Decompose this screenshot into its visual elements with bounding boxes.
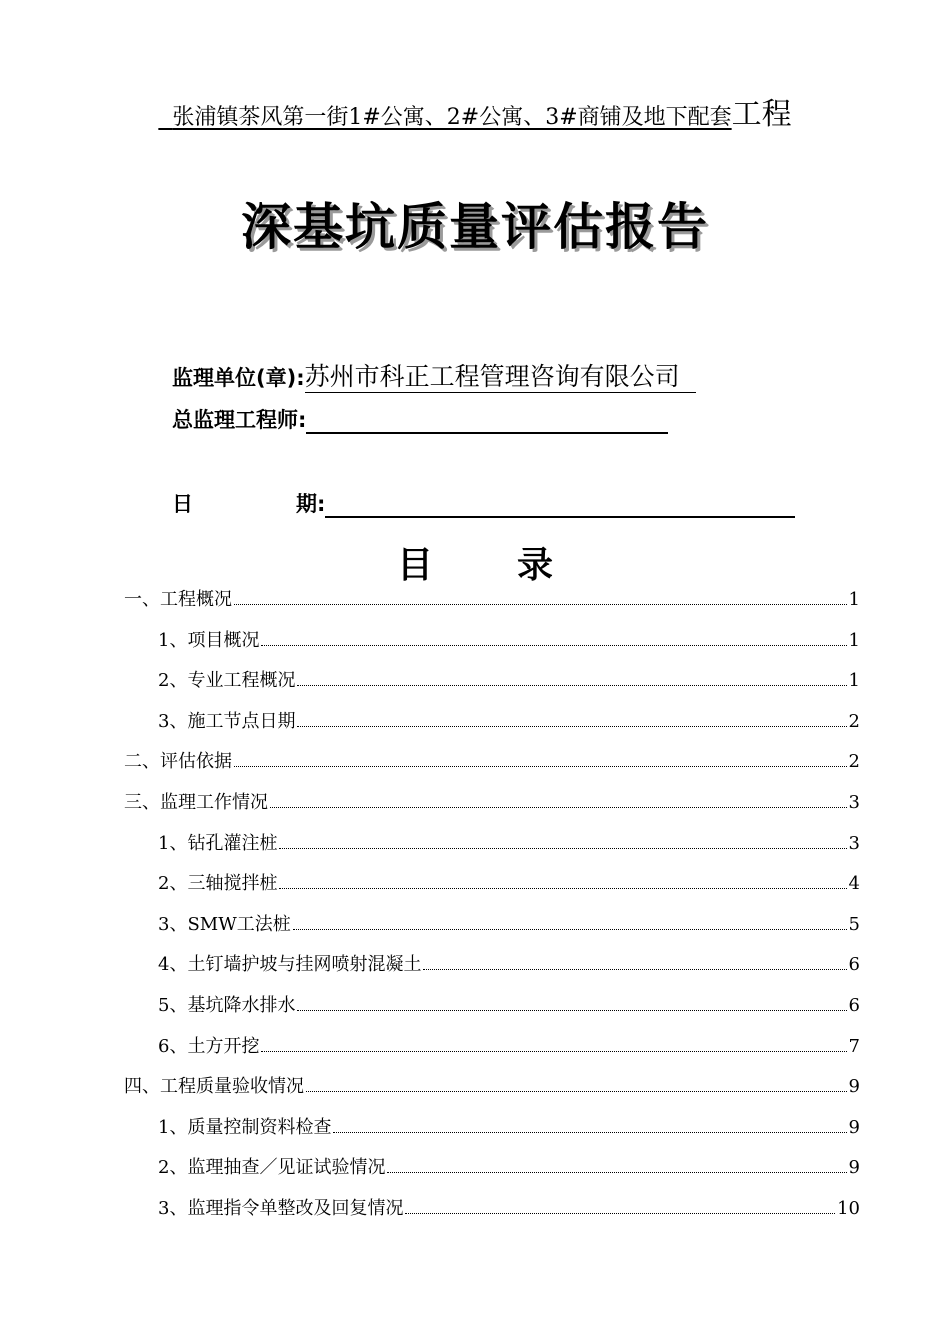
toc-entry-text: 4、土钉墙护坡与挂网喷射混凝土 bbox=[158, 954, 422, 976]
toc-entry-page: 1 bbox=[848, 670, 860, 692]
project-name-line bbox=[0, 96, 950, 137]
toc-leader-dots bbox=[234, 603, 847, 605]
toc-entry-text: 3、SMW工法桩 bbox=[158, 913, 291, 935]
toc-entry-page: 2 bbox=[848, 751, 860, 773]
toc-entry-text: 四、工程质量验收情况 bbox=[124, 1076, 304, 1098]
toc-entry[interactable] bbox=[124, 1189, 860, 1230]
toc-entry-page: 1 bbox=[848, 589, 860, 610]
toc-entry-text: 1、钻孔灌注桩 bbox=[158, 832, 278, 854]
chief-engineer-label: 总监理工程师: bbox=[172, 408, 307, 432]
toc-entry-page: 9 bbox=[848, 1116, 860, 1138]
toc-leader-dots bbox=[423, 968, 846, 970]
toc-entry-page: 7 bbox=[848, 1035, 860, 1057]
toc-entry-text: 2、三轴搅拌桩 bbox=[158, 873, 278, 895]
toc-entry[interactable] bbox=[124, 1027, 860, 1068]
toc-entry[interactable] bbox=[124, 742, 860, 783]
toc-leader-dots bbox=[261, 644, 846, 646]
date-label-char2: 期: bbox=[296, 492, 326, 516]
toc-entry-text: 二、评估依据 bbox=[124, 751, 232, 773]
supervisor-company: 苏州市科正工程管理咨询有限公司 bbox=[305, 362, 696, 393]
toc-title-char1: 目 bbox=[396, 545, 433, 586]
toc-entry-text: 1、质量控制资料检查 bbox=[158, 1116, 332, 1138]
toc-entry-text: 5、基坑降水排水 bbox=[158, 994, 296, 1016]
toc-entry-page: 5 bbox=[848, 913, 860, 935]
toc-leader-dots bbox=[261, 1050, 846, 1052]
toc-entry-text: 6、土方开挖 bbox=[158, 1035, 260, 1057]
toc-entry[interactable] bbox=[124, 824, 860, 865]
toc-entry-text: 三、监理工作情况 bbox=[124, 791, 268, 813]
toc-entry[interactable] bbox=[124, 621, 860, 662]
toc-entry-text: 3、施工节点日期 bbox=[158, 710, 296, 732]
toc-leader-dots bbox=[387, 1171, 846, 1173]
toc-entry[interactable] bbox=[124, 945, 860, 986]
toc-leader-dots bbox=[297, 1009, 846, 1011]
table-of-contents bbox=[124, 580, 860, 1230]
toc-entry-text: 一、工程概况 bbox=[124, 589, 232, 610]
toc-entry-text: 2、监理抽查／见证试验情况 bbox=[158, 1157, 386, 1179]
toc-leader-dots bbox=[270, 806, 847, 808]
toc-entry[interactable] bbox=[124, 905, 860, 946]
toc-leader-dots bbox=[333, 1131, 846, 1133]
toc-entry[interactable] bbox=[124, 580, 860, 621]
toc-entry-text: 2、专业工程概况 bbox=[158, 670, 296, 692]
toc-leader-dots bbox=[279, 847, 846, 849]
toc-leader-dots bbox=[297, 684, 846, 686]
toc-entry[interactable] bbox=[124, 864, 860, 905]
date-label-char1: 日 bbox=[172, 492, 193, 516]
toc-entry-page: 4 bbox=[848, 873, 860, 895]
project-name: 张浦镇茶风第一街1#公寓、2#公寓、3#商铺及地下配套 bbox=[172, 105, 732, 130]
chief-engineer-blank bbox=[306, 408, 668, 434]
date-blank bbox=[325, 492, 795, 518]
date-row bbox=[172, 488, 795, 518]
toc-entry[interactable] bbox=[124, 1067, 860, 1108]
toc-entry-text: 3、监理指令单整改及回复情况 bbox=[158, 1197, 404, 1219]
supervisor-row bbox=[172, 362, 696, 393]
toc-title-char2: 录 bbox=[517, 545, 554, 586]
toc-leader-dots bbox=[234, 765, 847, 767]
toc-leader-dots bbox=[306, 1090, 847, 1092]
toc-leader-dots bbox=[279, 887, 846, 889]
chief-engineer-row bbox=[172, 404, 668, 434]
toc-entry-page: 6 bbox=[848, 954, 860, 976]
toc-entry-page: 3 bbox=[848, 832, 860, 854]
report-title: 深基坑质量评估报告 bbox=[241, 198, 709, 256]
toc-entry-page: 9 bbox=[848, 1076, 860, 1098]
toc-entry-page: 6 bbox=[848, 994, 860, 1016]
toc-leader-dots bbox=[293, 928, 847, 930]
toc-entry[interactable] bbox=[124, 1148, 860, 1189]
toc-entry-text: 1、项目概况 bbox=[158, 629, 260, 651]
toc-entry[interactable] bbox=[124, 986, 860, 1027]
toc-entry[interactable] bbox=[124, 1108, 860, 1149]
toc-entry-page: 10 bbox=[837, 1197, 860, 1219]
toc-entry[interactable] bbox=[124, 783, 860, 824]
toc-leader-dots bbox=[405, 1212, 835, 1214]
toc-leader-dots bbox=[297, 725, 846, 727]
toc-entry-page: 3 bbox=[848, 791, 860, 813]
toc-entry[interactable] bbox=[124, 661, 860, 702]
project-suffix: 工程 bbox=[731, 97, 792, 132]
supervisor-label: 监理单位(章): bbox=[172, 366, 305, 390]
toc-entry-page: 9 bbox=[848, 1157, 860, 1179]
toc-entry-page: 1 bbox=[848, 629, 860, 651]
toc-entry-page: 2 bbox=[848, 710, 860, 732]
toc-entry[interactable] bbox=[124, 702, 860, 743]
